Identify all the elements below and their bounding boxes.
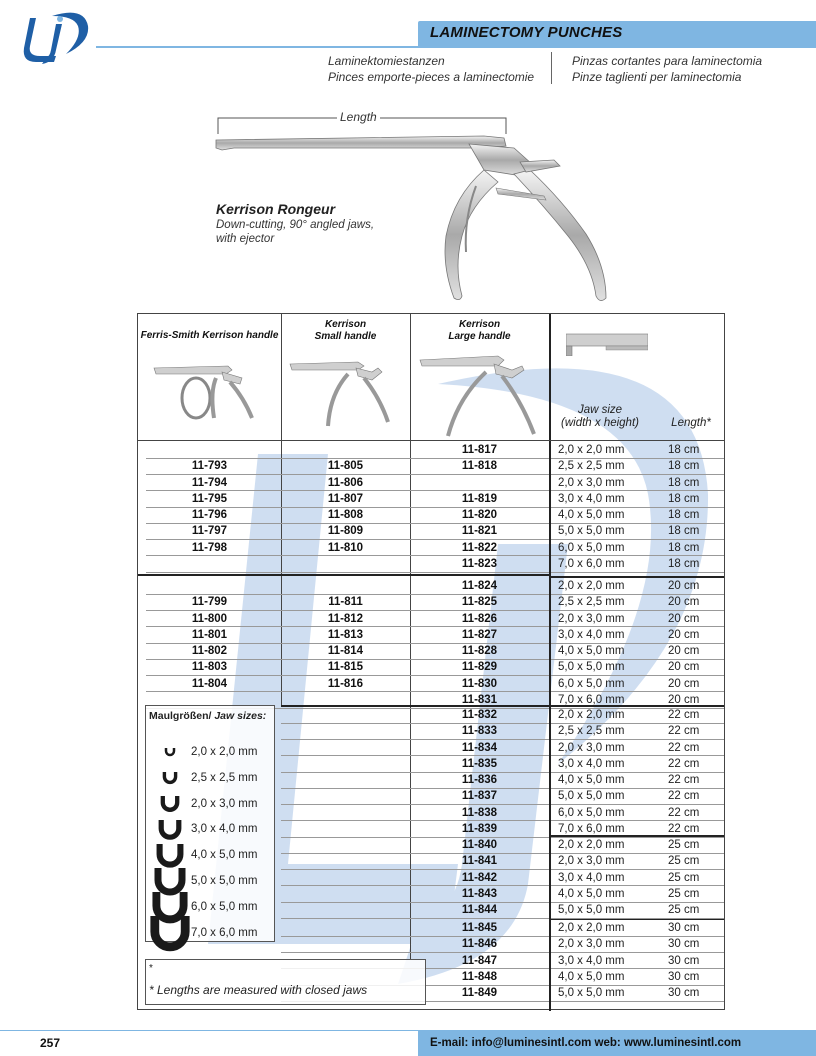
small-handle-code [281,920,410,936]
ferris-code: 11-803 [191,661,228,674]
large-handle-code: 11-848 [461,970,498,983]
jaw-size-value: 5,0 x 5,0 mm [558,987,625,999]
jaw-size-value: 2,0 x 2,0 mm [558,839,625,851]
small-handle-code: 11-814 [327,645,364,657]
large-handle-code: 11-841 [461,855,498,868]
jaw-size-label: 2,0 x 3,0 mm [191,797,258,810]
small-handle-code [281,756,410,772]
jaw-size-value: 7,0 x 6,0 mm [558,822,625,835]
length-value: 18 cm [668,460,700,473]
large-handle-code: 11-835 [461,757,498,770]
col-head-small-1: Kerrison [324,319,367,330]
large-handle-code: 11-849 [461,987,498,999]
note-text: * Lengths are measured with closed jaws [149,983,368,997]
col-head-large-1: Kerrison [458,319,501,330]
large-handle-code: 11-825 [461,596,498,609]
small-handle-code: 11-805 [327,460,364,473]
ferris-code: 11-793 [191,460,228,473]
jaw-size-label: 3,0 x 4,0 mm [191,823,258,836]
length-value: 22 cm [668,741,700,754]
jaw-size-value: 2,0 x 2,0 mm [558,580,625,592]
large-handle-code: 11-834 [461,741,498,754]
subtitle-french: Pinces emporte-pieces a laminectomie [328,70,535,84]
jaw-shape-icon [146,770,194,788]
small-handle-code [281,740,410,756]
jaw-shape-icon [146,914,194,953]
jaw-sizes-legend [145,705,275,942]
small-handle-code [281,853,410,869]
subtitle-spanish: Pinzas cortantes para laminectomia [572,54,763,68]
length-value: 25 cm [668,904,700,916]
jaw-size-item [146,914,276,953]
large-handle-code: 11-838 [461,806,498,819]
length-value: 25 cm [668,871,700,884]
small-handle-code: 11-806 [327,476,364,489]
large-handle-code: 11-826 [461,612,498,625]
large-handle-code: 11-847 [461,954,498,967]
length-value: 20 cm [668,596,700,609]
length-value: 30 cm [668,987,700,999]
footer-bar [418,1031,816,1056]
ferris-code: 11-804 [191,677,228,690]
jaw-size-label: 6,0 x 5,0 mm [191,900,258,913]
jaw-size-item [146,794,276,816]
small-handle-code: 11-811 [328,596,363,609]
page-number: 257 [40,1036,61,1050]
length-value: 20 cm [668,693,700,706]
small-handle-code: 11-810 [327,541,364,554]
jaw-size-value: 5,0 x 5,0 mm [558,790,625,803]
small-handle-code [281,902,410,918]
jaw-size-value: 6,0 x 5,0 mm [558,806,625,819]
jaw-size-value: 4,0 x 5,0 mm [558,887,625,900]
kerrison-small-handle-image [288,354,398,428]
ferris-code [138,556,281,572]
large-handle-code: 11-820 [461,509,498,521]
length-value: 22 cm [668,790,700,803]
length-value: 30 cm [668,922,700,934]
large-handle-code: 11-827 [461,628,498,641]
jaw-size-value: 4,0 x 5,0 mm [558,970,625,983]
header-rule [96,46,816,48]
length-value: 18 cm [668,509,700,521]
large-handle-code: 11-822 [461,541,498,554]
length-value: 22 cm [668,806,700,819]
small-handle-code [281,578,410,594]
jaw-size-value: 2,0 x 3,0 mm [558,855,625,868]
jaw-sizes-title [149,710,266,722]
small-handle-code [281,723,410,739]
jaw-size-value: 2,0 x 3,0 mm [558,476,625,489]
jaw-size-item [146,770,276,788]
jaw-size-value: 2,0 x 3,0 mm [558,612,625,625]
large-handle-code: 11-824 [461,580,498,592]
jaw-size-value: 7,0 x 6,0 mm [558,693,625,706]
jaw-size-label: 2,0 x 2,0 mm [191,746,258,758]
jaw-size-value: 2,0 x 3,0 mm [558,741,625,754]
jaw-size-value: 3,0 x 4,0 mm [558,954,625,967]
length-value: 20 cm [668,628,700,641]
jaw-size-value: 3,0 x 4,0 mm [558,757,625,770]
length-value: 18 cm [668,525,700,538]
jaw-size-value: 3,0 x 4,0 mm [558,492,625,505]
length-value: 22 cm [668,725,700,738]
jaw-size-value: 4,0 x 5,0 mm [558,645,625,657]
large-handle-code: 11-831 [461,693,498,706]
small-handle-code [281,821,410,837]
ferris-code: 11-794 [191,476,228,489]
jaw-size-value: 6,0 x 5,0 mm [558,541,625,554]
large-handle-code: 11-833 [461,725,498,738]
jaw-sizes-title-de: Maulgrößen/ [149,710,212,722]
jaw-size-value: 5,0 x 5,0 mm [558,661,625,674]
jaw-sizes-title-en: Jaw sizes: [214,710,267,722]
jaw-size-value: 2,5 x 2,5 mm [558,596,625,609]
contact-info: E-mail: info@luminesintl.com web: www.luminesintl.com [430,1037,742,1049]
small-handle-code: 11-807 [327,492,364,505]
small-handle-code: 11-815 [327,661,364,674]
length-value: 20 cm [668,677,700,690]
small-handle-code [281,870,410,886]
note-star: * [149,963,153,974]
length-value: 20 cm [668,612,700,625]
ferris-code: 11-796 [191,509,228,521]
length-value: 22 cm [668,709,700,721]
jaw-size-value: 2,0 x 2,0 mm [558,444,625,456]
large-handle-code: 11-842 [461,871,498,884]
ferris-code: 11-801 [191,628,228,641]
product-desc-line2: with ejector [216,233,275,245]
length-value: 22 cm [668,757,700,770]
large-handle-code: 11-837 [461,790,498,803]
length-value: 22 cm [668,774,700,786]
small-handle-code [281,692,410,708]
small-handle-code: 11-816 [327,677,364,690]
ferris-smith-handle-image [152,358,260,422]
length-value: 30 cm [668,938,700,951]
large-handle-code: 11-845 [461,922,498,934]
length-value: 18 cm [668,492,700,505]
length-value: 18 cm [668,557,700,570]
large-handle-code: 11-843 [461,887,498,900]
small-handle-code: 11-809 [327,525,364,538]
ferris-code: 11-798 [191,541,228,554]
large-handle-code: 11-844 [461,904,498,916]
subtitle-divider [551,52,552,84]
small-handle-code [281,707,410,723]
jaw-size-value: 4,0 x 5,0 mm [558,774,625,786]
large-handle-code: 11-832 [461,709,498,721]
length-value: 18 cm [668,444,700,456]
length-value: 18 cm [668,476,700,489]
subtitle-german: Laminektomiestanzen [328,54,445,68]
jaw-size-value: 7,0 x 6,0 mm [558,557,625,570]
small-handle-code [281,772,410,788]
title-bar [418,21,816,46]
jaw-size-value: 5,0 x 5,0 mm [558,904,625,916]
small-handle-code [281,837,410,853]
length-value: 20 cm [668,580,700,592]
subtitle-italian: Pinze taglienti per laminectomia [572,70,742,84]
small-handle-code: 11-808 [327,509,364,521]
product-table [137,313,725,1010]
large-handle-code: 11-829 [461,661,498,674]
length-value: 30 cm [668,970,700,983]
ferris-code [138,578,281,594]
jaw-size-value: 2,0 x 2,0 mm [558,922,625,934]
ferris-code: 11-799 [191,596,228,609]
jaw-size-item [146,746,276,761]
small-handle-code: 11-813 [327,628,364,641]
ferris-code: 11-802 [191,645,228,657]
ferris-code: 11-795 [191,492,228,505]
length-value: 25 cm [668,839,700,851]
jaw-size-value: 4,0 x 5,0 mm [558,509,625,521]
small-handle-code [281,788,410,804]
ferris-code: 11-797 [191,525,228,538]
length-value: 25 cm [668,855,700,868]
jaw-shape-icon [146,818,194,843]
jaw-shape-icon [146,794,194,816]
jaw-size-value: 3,0 x 4,0 mm [558,871,625,884]
small-handle-code [281,556,410,572]
jaw-size-value: 5,0 x 5,0 mm [558,525,625,538]
small-handle-code [281,805,410,821]
col-head-length: Length* [671,417,711,429]
col-head-large-2: Large handle [448,331,511,342]
large-handle-code: 11-823 [461,557,498,570]
jaw-size-value: 6,0 x 5,0 mm [558,677,625,690]
jaw-size-value: 2,5 x 2,5 mm [558,725,625,738]
large-handle-code: 11-821 [461,525,498,538]
large-handle-code: 11-819 [461,492,498,505]
length-value: 30 cm [668,954,700,967]
jaw-size-value: 2,5 x 2,5 mm [558,460,625,473]
large-handle-code: 11-836 [461,774,498,786]
jaw-size-value: 3,0 x 4,0 mm [558,628,625,641]
ferris-code: 11-800 [191,612,228,625]
length-value: 25 cm [668,887,700,900]
length-value: 22 cm [668,822,700,835]
large-handle-code: 11-828 [461,645,498,657]
large-handle-code: 11-840 [461,839,498,851]
page-title: LAMINECTOMY PUNCHES [430,24,623,41]
product-name: Kerrison Rongeur [216,201,336,217]
large-handle-code: 11-830 [461,677,498,690]
length-value: 18 cm [668,541,700,554]
length-value: 20 cm [668,645,700,657]
large-handle-code: 11-817 [461,444,498,456]
small-handle-code [281,886,410,902]
ferris-code [138,442,281,458]
col-head-jaw-size-1: Jaw size [577,404,623,416]
jaw-size-value: 2,0 x 3,0 mm [558,938,625,951]
product-desc-line1: Down-cutting, 90° angled jaws, [216,219,375,231]
jaw-size-label: 4,0 x 5,0 mm [191,849,258,862]
jaw-size-item [146,818,276,843]
jaw-size-label: 7,0 x 6,0 mm [191,926,258,939]
kerrison-large-handle-image [418,348,542,438]
col-head-jaw-size-2: (width x height) [561,417,639,429]
large-handle-code: 11-818 [461,460,498,473]
jaw-tip-image [566,332,648,356]
large-handle-code [410,475,549,491]
col-head-ferris: Ferris-Smith Kerrison handle [140,330,279,341]
small-handle-code [281,442,410,458]
large-handle-code: 11-839 [461,822,498,835]
small-handle-code: 11-812 [327,612,364,625]
jaw-shape-icon [146,746,194,761]
jaw-size-label: 5,0 x 5,0 mm [191,875,258,887]
length-label: Length [337,110,380,124]
note-box [145,959,426,1005]
col-head-small-2: Small handle [314,331,377,342]
jaw-size-value: 2,0 x 2,0 mm [558,709,625,721]
length-value: 20 cm [668,661,700,674]
jaw-size-label: 2,5 x 2,5 mm [191,771,258,784]
large-handle-code: 11-846 [461,938,498,951]
small-handle-code [281,936,410,952]
lj-logo [22,10,94,66]
